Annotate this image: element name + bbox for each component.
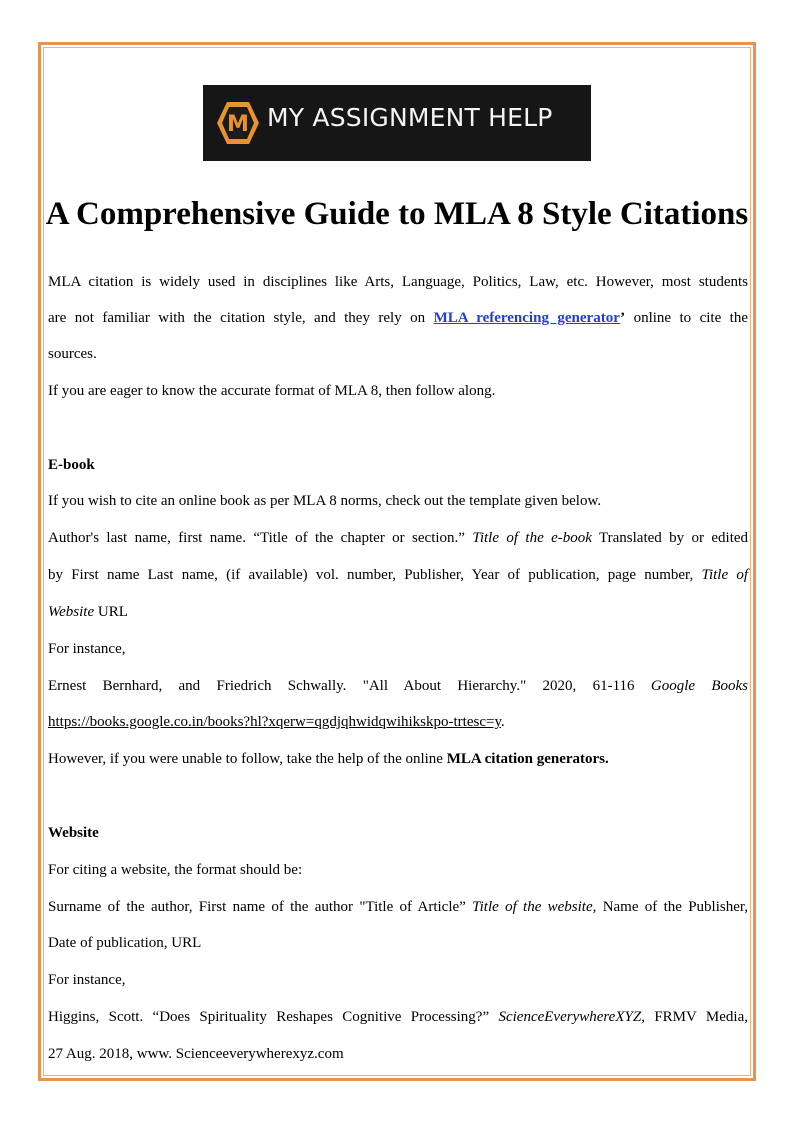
website-text-5b: FRMV Media, <box>654 1009 748 1025</box>
ebook-text-8a: However, if you were unable to follow, take the help of the online <box>48 751 443 767</box>
hexagon-logo-icon <box>215 100 261 146</box>
intro-line-4: If you are eager to know the accurate format of MLA 8, then follow along. <box>48 383 496 399</box>
ebook-heading-text: E-book <box>48 457 95 473</box>
ebook-heading <box>48 456 748 474</box>
website-line-4: For instance, <box>48 972 126 988</box>
ebook-text-2b: Translated by or edited <box>599 530 749 546</box>
ebook-line-4 <box>48 603 748 621</box>
ebook-line-6 <box>48 677 748 695</box>
ebook-text-3-italic: Title of <box>701 567 748 583</box>
intro-line-2 <box>48 309 748 327</box>
ebook-text-7-period: . <box>500 714 505 730</box>
ebook-text-6-italic: Google Books <box>650 678 748 694</box>
website-heading <box>48 824 748 842</box>
intro-text-2a: are not familiar with the citation style, and they rely on <box>48 310 426 326</box>
website-line-2 <box>48 898 748 916</box>
website-text-5a: Higgins, Scott. “Does Spirituality Reshapes Cognitive Processing?” <box>48 1009 490 1025</box>
logo-text: MY ASSIGNMENT HELP <box>267 103 553 132</box>
ebook-line-1: If you wish to cite an online book as per MLA 8 norms, check out the template given below. <box>48 493 602 509</box>
ebook-line-5: For instance, <box>48 641 126 657</box>
website-text-5-italic: ScienceEverywhereXYZ, <box>498 1009 645 1025</box>
website-text-2a: Surname of the author, First name of the author "Title of Article” <box>48 899 466 915</box>
ebook-text-6a: Ernest Bernhard, and Friedrich Schwally. "All About Hierarchy." 2020, 61-116 <box>48 678 635 694</box>
ebook-line-2 <box>48 529 748 547</box>
ebook-text-2-italic: Title of the e-book <box>472 530 592 546</box>
ebook-line-7 <box>48 713 748 731</box>
ebook-text-3a: by First name Last name, (if available) vol. number, Publisher, Year of publication, page number, <box>48 567 694 583</box>
ebook-line-3 <box>48 566 748 584</box>
website-text-2-italic: Title of the website, <box>472 899 597 915</box>
intro-line-1 <box>48 273 748 291</box>
intro-quote-mark: ’ <box>620 310 626 326</box>
website-line-1: For citing a website, the format should be: <box>48 862 303 878</box>
intro-text-1: MLA citation is widely used in disciplines like Arts, Language, Politics, Law, etc. However, most students <box>48 274 748 290</box>
website-text-2b: Name of the Publisher, <box>602 899 749 915</box>
brand-logo <box>203 85 591 161</box>
website-line-3: Date of publication, URL <box>48 935 202 951</box>
ebook-line-8 <box>48 750 748 768</box>
intro-text-2b: online to cite the <box>633 310 748 326</box>
ebook-text-4b: URL <box>97 604 128 620</box>
website-line-6: 27 Aug. 2018, www. Scienceeverywherexyz.com <box>48 1046 344 1062</box>
intro-line-3: sources. <box>48 346 97 362</box>
website-heading-text: Website <box>48 825 99 841</box>
logo-letter: M <box>227 112 249 137</box>
ebook-text-2a: Author's last name, first name. “Title of the chapter or section.” <box>48 530 465 546</box>
ebook-text-8-bold: MLA citation generators. <box>446 751 609 767</box>
website-line-5 <box>48 1008 748 1026</box>
ebook-text-4-italic: Website <box>48 604 95 620</box>
google-books-url-link[interactable]: https://books.google.co.in/books?hl?xqerw=qgdjqhwidqwihikskpo-trtesc=y <box>48 714 501 730</box>
mla-referencing-generator-link[interactable]: MLA referencing generator <box>433 310 621 326</box>
page-title: A Comprehensive Guide to MLA 8 Style Citations <box>45 196 749 232</box>
